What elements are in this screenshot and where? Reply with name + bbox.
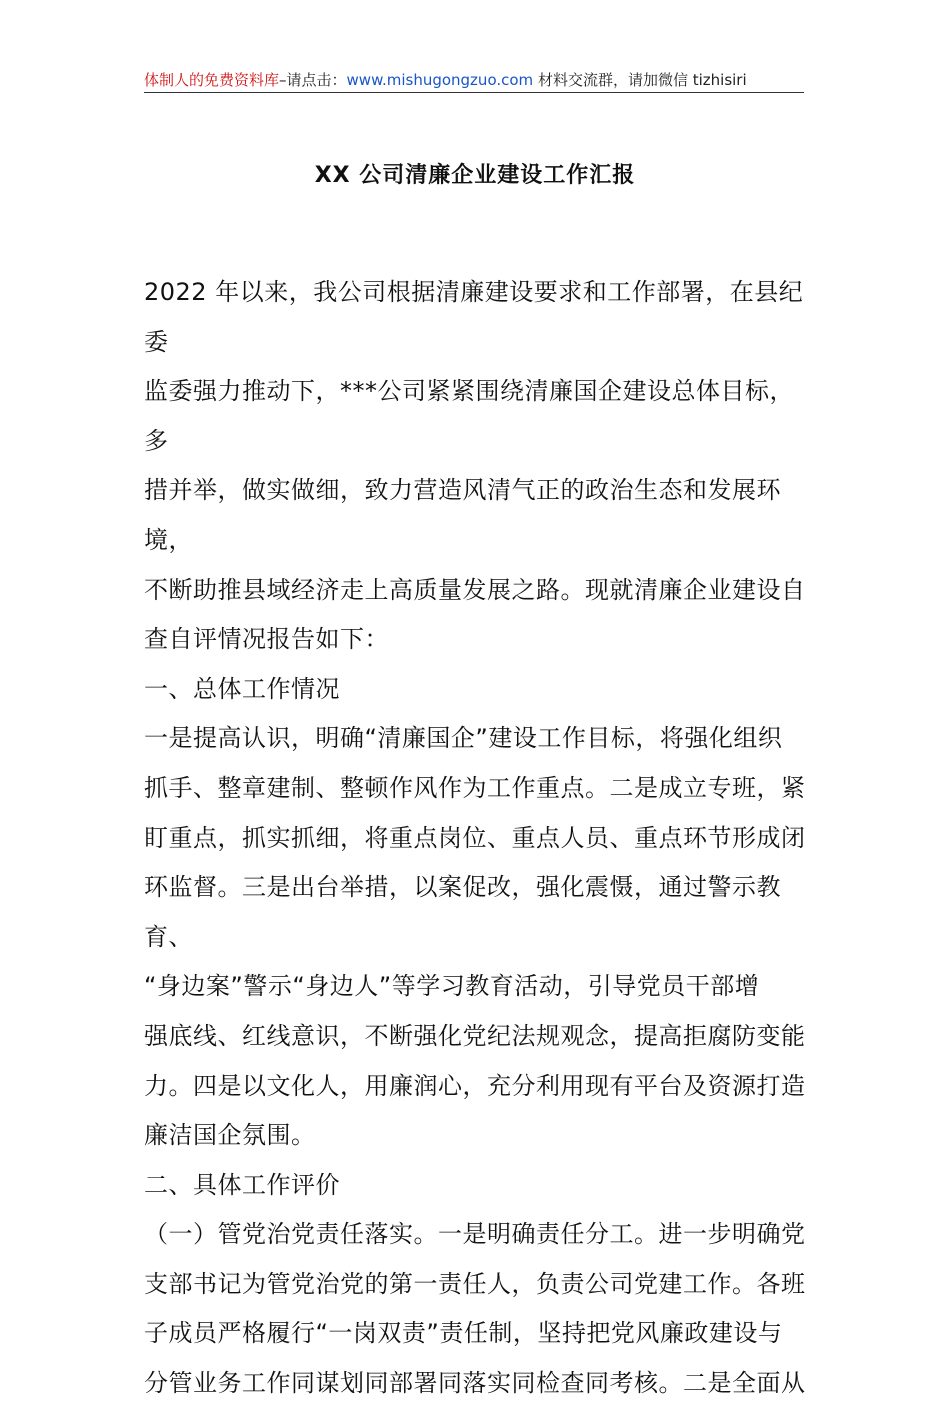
text-line: 不断助推县域经济走上高质量发展之路。现就清廉企业建设自 [144,575,806,604]
header-tail: 材料交流群，请加微信 tizhisiri [537,71,747,89]
text-line: “身边案”警示“身边人”等学习教育活动，引导党员干部增 [144,972,760,1001]
text-line: （一）管党治党责任落实。一是明确责任分工。进一步明确党 [144,1220,806,1249]
text-line: 监委强力推动下，***公司紧紧围绕清廉国企建设总体目标，多 [144,377,794,455]
text-line: 强底线、红线意识，不断强化党纪法规观念，提高拒腐防变能 [144,1021,806,1050]
document-title: XX 公司清廉企业建设工作汇报 [314,163,636,188]
text-line: 查自评情况报告如下： [144,625,389,654]
text-line: 一是提高认识，明确“清廉国企”建设工作目标，将强化组织 [144,724,783,753]
section-heading: 二、具体工作评价 [144,1170,340,1199]
text-line: 子成员严格履行“一岗双责”责任制，坚持把党风廉政建设与 [144,1319,783,1348]
text-line: 力。四是以文化人，用廉润心，充分利用现有平台及资源打造 [144,1071,806,1100]
section-heading: 一、总体工作情况 [144,674,340,703]
header-prompt: –请点击： [279,71,347,89]
text-line: 盯重点，抓实抓细，将重点岗位、重点人员、重点环节形成闭 [144,823,806,852]
text-line: 措并举，做实做细，致力营造风清气正的政治生态和发展环境， [144,476,781,554]
text-line: 分管业务工作同谋划同部署同落实同检查同考核。二是全面从 [144,1369,806,1398]
text-line: 环监督。三是出台举措，以案促改，强化震慑，通过警示教育、 [144,873,781,951]
document-header [144,68,804,93]
text-line: 廉洁国企氛围。 [144,1121,316,1150]
header-link[interactable]: www.mishugongzuo.com [346,71,534,89]
text-line: 2022 年以来，我公司根据清廉建设要求和工作部署，在县纪委 [144,278,804,356]
text-line: 抓手、整章建制、整顿作风作为工作重点。二是成立专班，紧 [144,773,806,802]
header-brand: 体制人的免费资料库 [144,71,280,89]
document-body [144,268,814,1409]
text-line: 支部书记为管党治党的第一责任人，负责公司党建工作。各班 [144,1269,806,1298]
